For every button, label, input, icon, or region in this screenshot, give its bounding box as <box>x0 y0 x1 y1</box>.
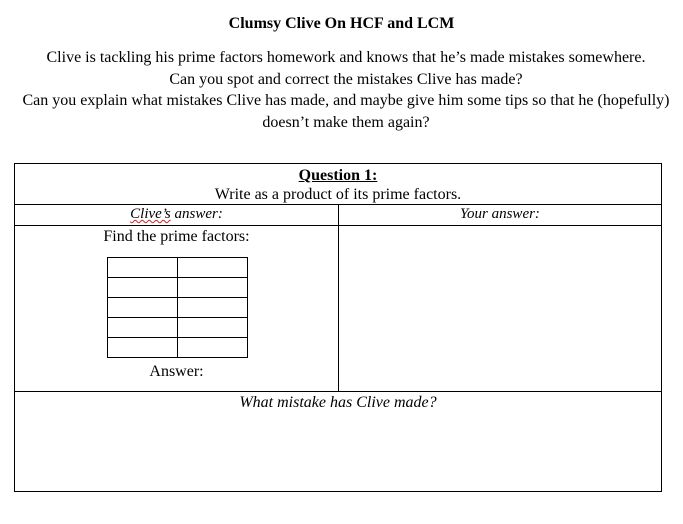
grid-cell[interactable] <box>178 278 248 298</box>
question-heading: Question 1: <box>298 167 378 184</box>
answer-label: Answer: <box>149 363 204 380</box>
clive-answer-header-suffix: answer: <box>170 206 223 222</box>
intro-paragraph-1: Clive is tackling his prime factors homework and knows that he’s made mistakes somewhere. <box>46 49 646 66</box>
question-table <box>14 163 662 492</box>
intro-text <box>22 47 670 133</box>
find-prime-factors-label: Find the prime factors: <box>103 228 250 245</box>
intro-paragraph-2: Can you spot and correct the mistakes Clive has made? <box>169 70 523 88</box>
grid-cell[interactable] <box>178 318 248 338</box>
grid-row <box>108 298 248 318</box>
grid-cell[interactable] <box>108 258 178 278</box>
grid-row <box>108 258 248 278</box>
grid-row <box>108 338 248 358</box>
mistake-prompt: What mistake has Clive made? <box>239 394 437 411</box>
grid-cell[interactable] <box>108 318 178 338</box>
mistake-divider <box>15 391 661 392</box>
mistake-answer-area[interactable] <box>15 414 661 490</box>
question-prompt: Write as a product of its prime factors. <box>214 186 462 203</box>
intro-paragraph-3: Can you explain what mistakes Clive has made, and maybe give him some tips so that he (hopefully) doesn’t make them again? <box>22 92 670 131</box>
grid-cell[interactable] <box>108 278 178 298</box>
question-header <box>15 166 661 204</box>
clive-answer-header <box>15 206 338 223</box>
grid-row <box>108 318 248 338</box>
your-answer-header: Your answer: <box>460 206 540 222</box>
grid-cell[interactable] <box>108 338 178 358</box>
document-title: Clumsy Clive On HCF and LCM <box>228 15 455 32</box>
grid-cell[interactable] <box>178 258 248 278</box>
grid-row <box>108 278 248 298</box>
grid-cell[interactable] <box>178 338 248 358</box>
grid-cell[interactable] <box>108 298 178 318</box>
grid-cell[interactable] <box>178 298 248 318</box>
prime-factor-grid <box>107 257 248 358</box>
spellcheck-word: Clive’s <box>130 206 171 222</box>
your-answer-area[interactable] <box>339 226 661 390</box>
